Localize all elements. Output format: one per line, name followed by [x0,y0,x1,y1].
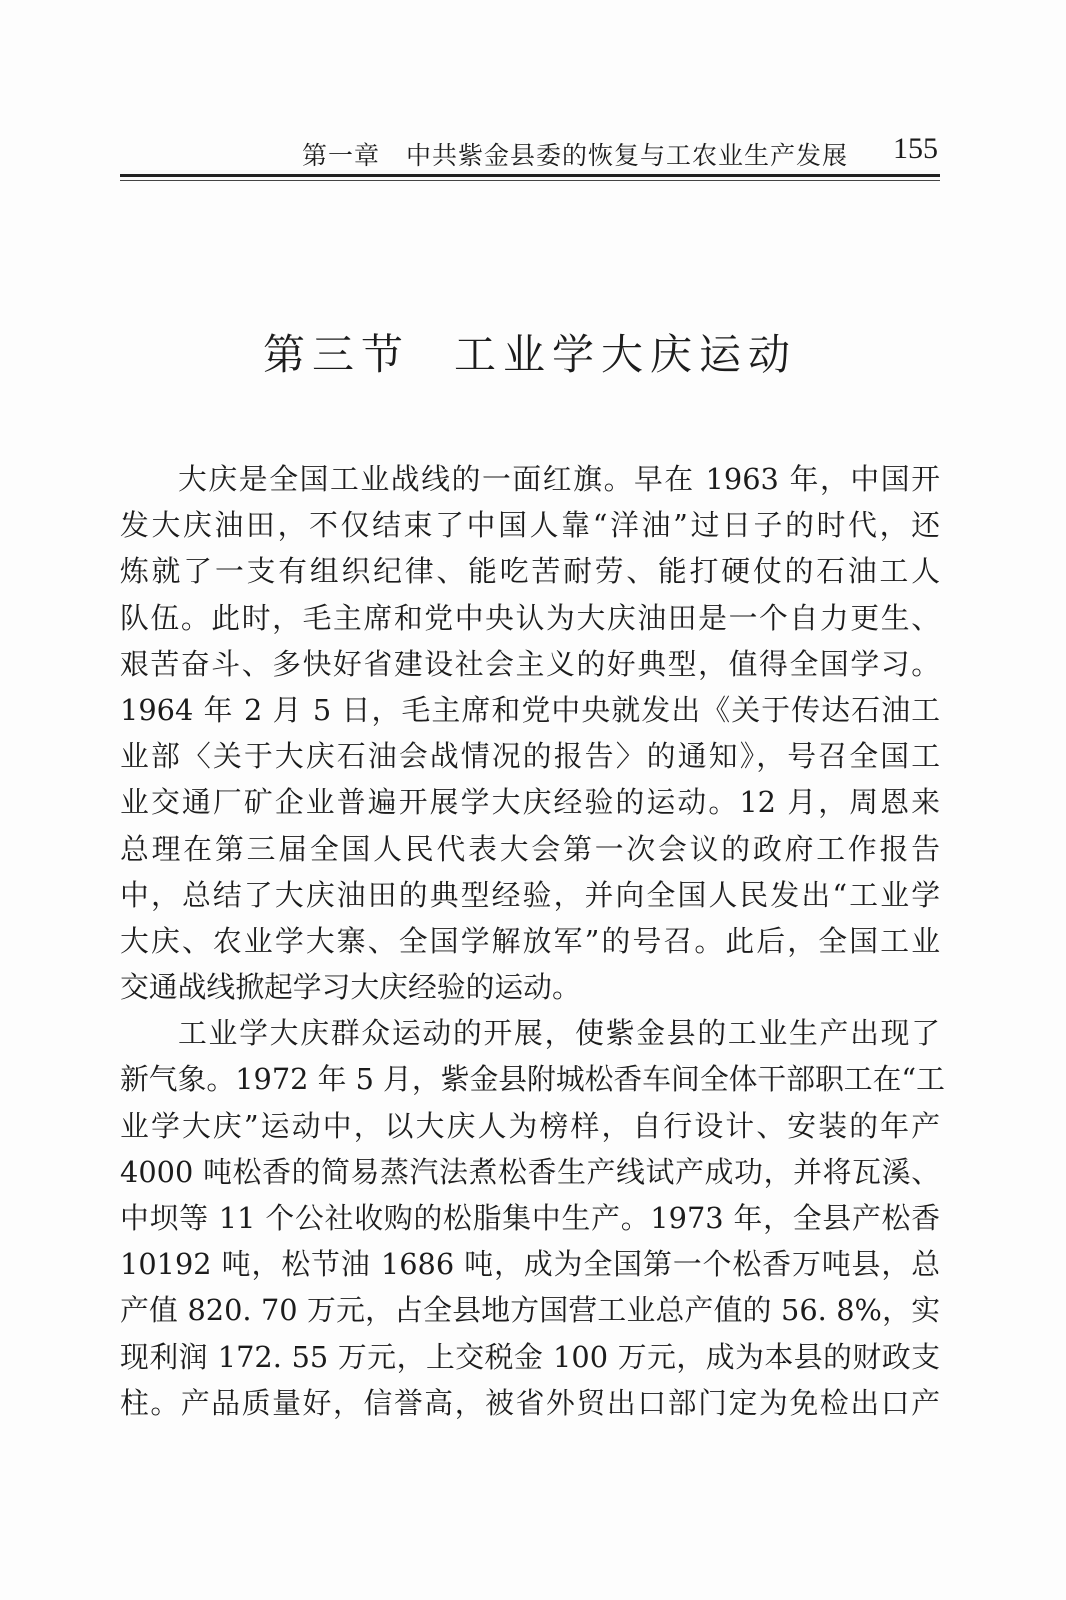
text-line: 发大庆油田，不仅结束了中国人靠“洋油”过日子的时代，还 [120,508,940,543]
text-line: 大庆是全国工业战线的一面红旗。早在 1963 年，中国开 [178,462,940,496]
text-line: 炼就了一支有组织纪律、能吃苦耐劳、能打硬仗的石油工人 [120,554,940,589]
text-line: 业学大庆”运动中，以大庆人为榜样，自行设计、安装的年产 [120,1108,940,1143]
text-line: 大庆、农业学大寨、全国学解放军”的号召。此后，全国工业 [120,923,940,958]
text-line: 中，总结了大庆油田的典型经验，并向全国人民发出“工业学 [120,877,940,912]
page-number: 155 [893,132,938,165]
text-line: 队伍。此时，毛主席和党中央认为大庆油田是一个自力更生、 [120,600,940,635]
body-text [120,456,945,1426]
text-line: 产值 820. 70 万元，占全县地方国营工业总产值的 56. 8%，实 [120,1293,940,1328]
text-line: 业交通厂矿企业普遍开展学大庆经验的运动。12 月，周恩来 [120,785,940,820]
text-line: 艰苦奋斗、多快好省建设社会主义的好典型，值得全国学习。 [120,646,940,681]
section-heading [120,322,940,382]
text-line: 工业学大庆群众运动的开展，使紫金县的工业生产出现了 [178,1016,940,1051]
paragraph-1 [120,456,940,1010]
section-number: 第三节 [262,330,410,379]
text-line: 4000 吨松香的简易蒸汽法煮松香生产线试产成功，并将瓦溪、 [120,1154,940,1189]
text-line: 柱。产品质量好，信誉高，被省外贸出口部门定为免检出口产 [120,1385,940,1420]
text-line: 总理在第三届全国人民代表大会第一次会议的政府工作报告 [120,831,940,866]
header-rule-thin [120,180,940,181]
section-title: 工业学大庆运动 [454,330,798,379]
text-line: 现利润 172. 55 万元，上交税金 100 万元，成为本县的财政支 [120,1339,940,1374]
running-title: 第一章 中共紫金县委的恢复与工农业生产发展 [301,141,848,170]
paragraph-2 [120,1010,945,1426]
header-rule-thick [120,174,940,177]
text-line: 1964 年 2 月 5 日，毛主席和党中央就发出《关于传达石油工 [120,692,940,727]
running-header [120,128,940,168]
text-line: 交通战线掀起学习大庆经验的运动。 [120,970,581,1005]
text-line: 业部〈关于大庆石油会战情况的报告〉的通知》，号召全国工 [120,739,940,774]
text-line: 中坝等 11 个公社收购的松脂集中生产。1973 年，全县产松香 [120,1201,940,1235]
text-line: 新气象。1972 年 5 月，紫金县附城松香车间全体干部职工在“工 [120,1062,945,1097]
text-line: 10192 吨，松节油 1686 吨，成为全国第一个松香万吨县，总 [120,1247,940,1282]
